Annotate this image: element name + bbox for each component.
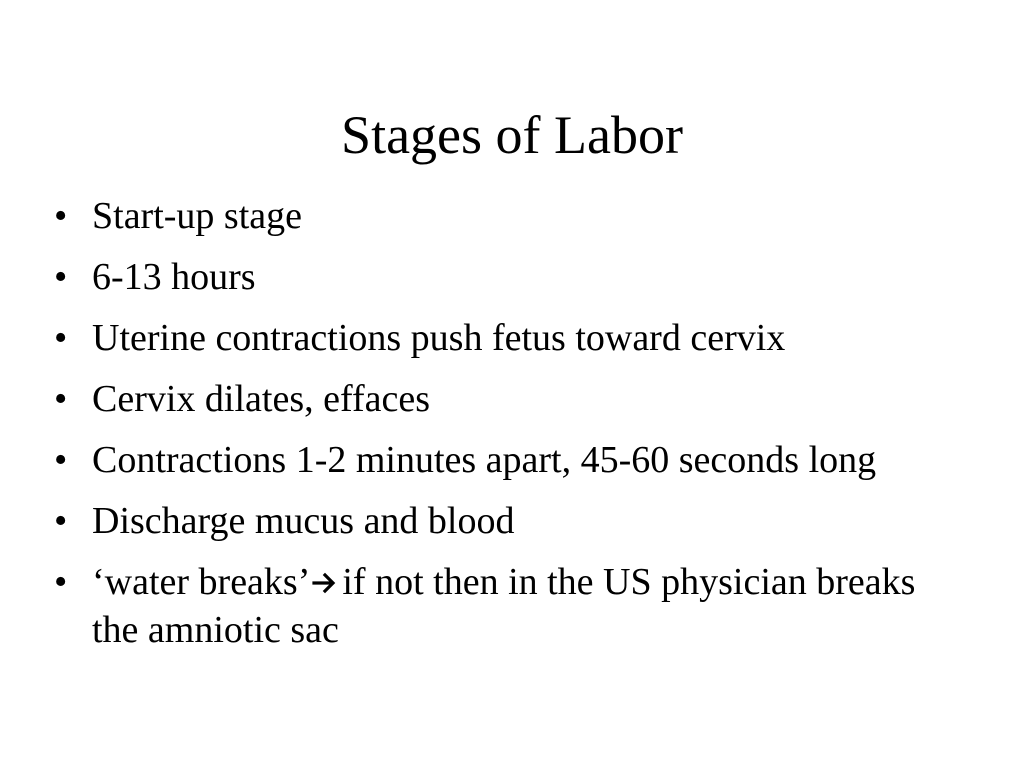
bullet-text: Discharge mucus and blood: [92, 500, 515, 542]
bullet-text: Contractions 1-2 minutes apart, 45-60 seconds long: [92, 439, 877, 481]
bullet-text: Uterine contractions push fetus toward cervix: [92, 317, 786, 359]
bullet-icon: •: [54, 256, 68, 298]
right-arrow-icon: [312, 561, 338, 607]
bullet-text: Start-up stage: [92, 195, 303, 237]
list-item: [54, 498, 954, 544]
list-item: [54, 437, 954, 483]
bullet-icon: •: [54, 561, 68, 603]
bullet-list: [54, 193, 954, 668]
slide-title: Stages of Labor: [341, 105, 683, 165]
list-item: [54, 193, 954, 239]
list-item: [54, 254, 954, 300]
bullet-text-after-arrow: if not then in the US physician breaks the amniotic sac: [92, 561, 916, 651]
list-item: [54, 559, 954, 653]
bullet-icon: •: [54, 439, 68, 481]
bullet-text: Cervix dilates, effaces: [92, 378, 430, 420]
bullet-text-before-arrow: ‘water breaks’: [92, 561, 311, 603]
list-item: [54, 315, 954, 361]
bullet-icon: •: [54, 317, 68, 359]
bullet-icon: •: [54, 195, 68, 237]
bullet-text: 6-13 hours: [92, 256, 256, 298]
bullet-icon: •: [54, 500, 68, 542]
bullet-icon: •: [54, 378, 68, 420]
list-item: [54, 376, 954, 422]
